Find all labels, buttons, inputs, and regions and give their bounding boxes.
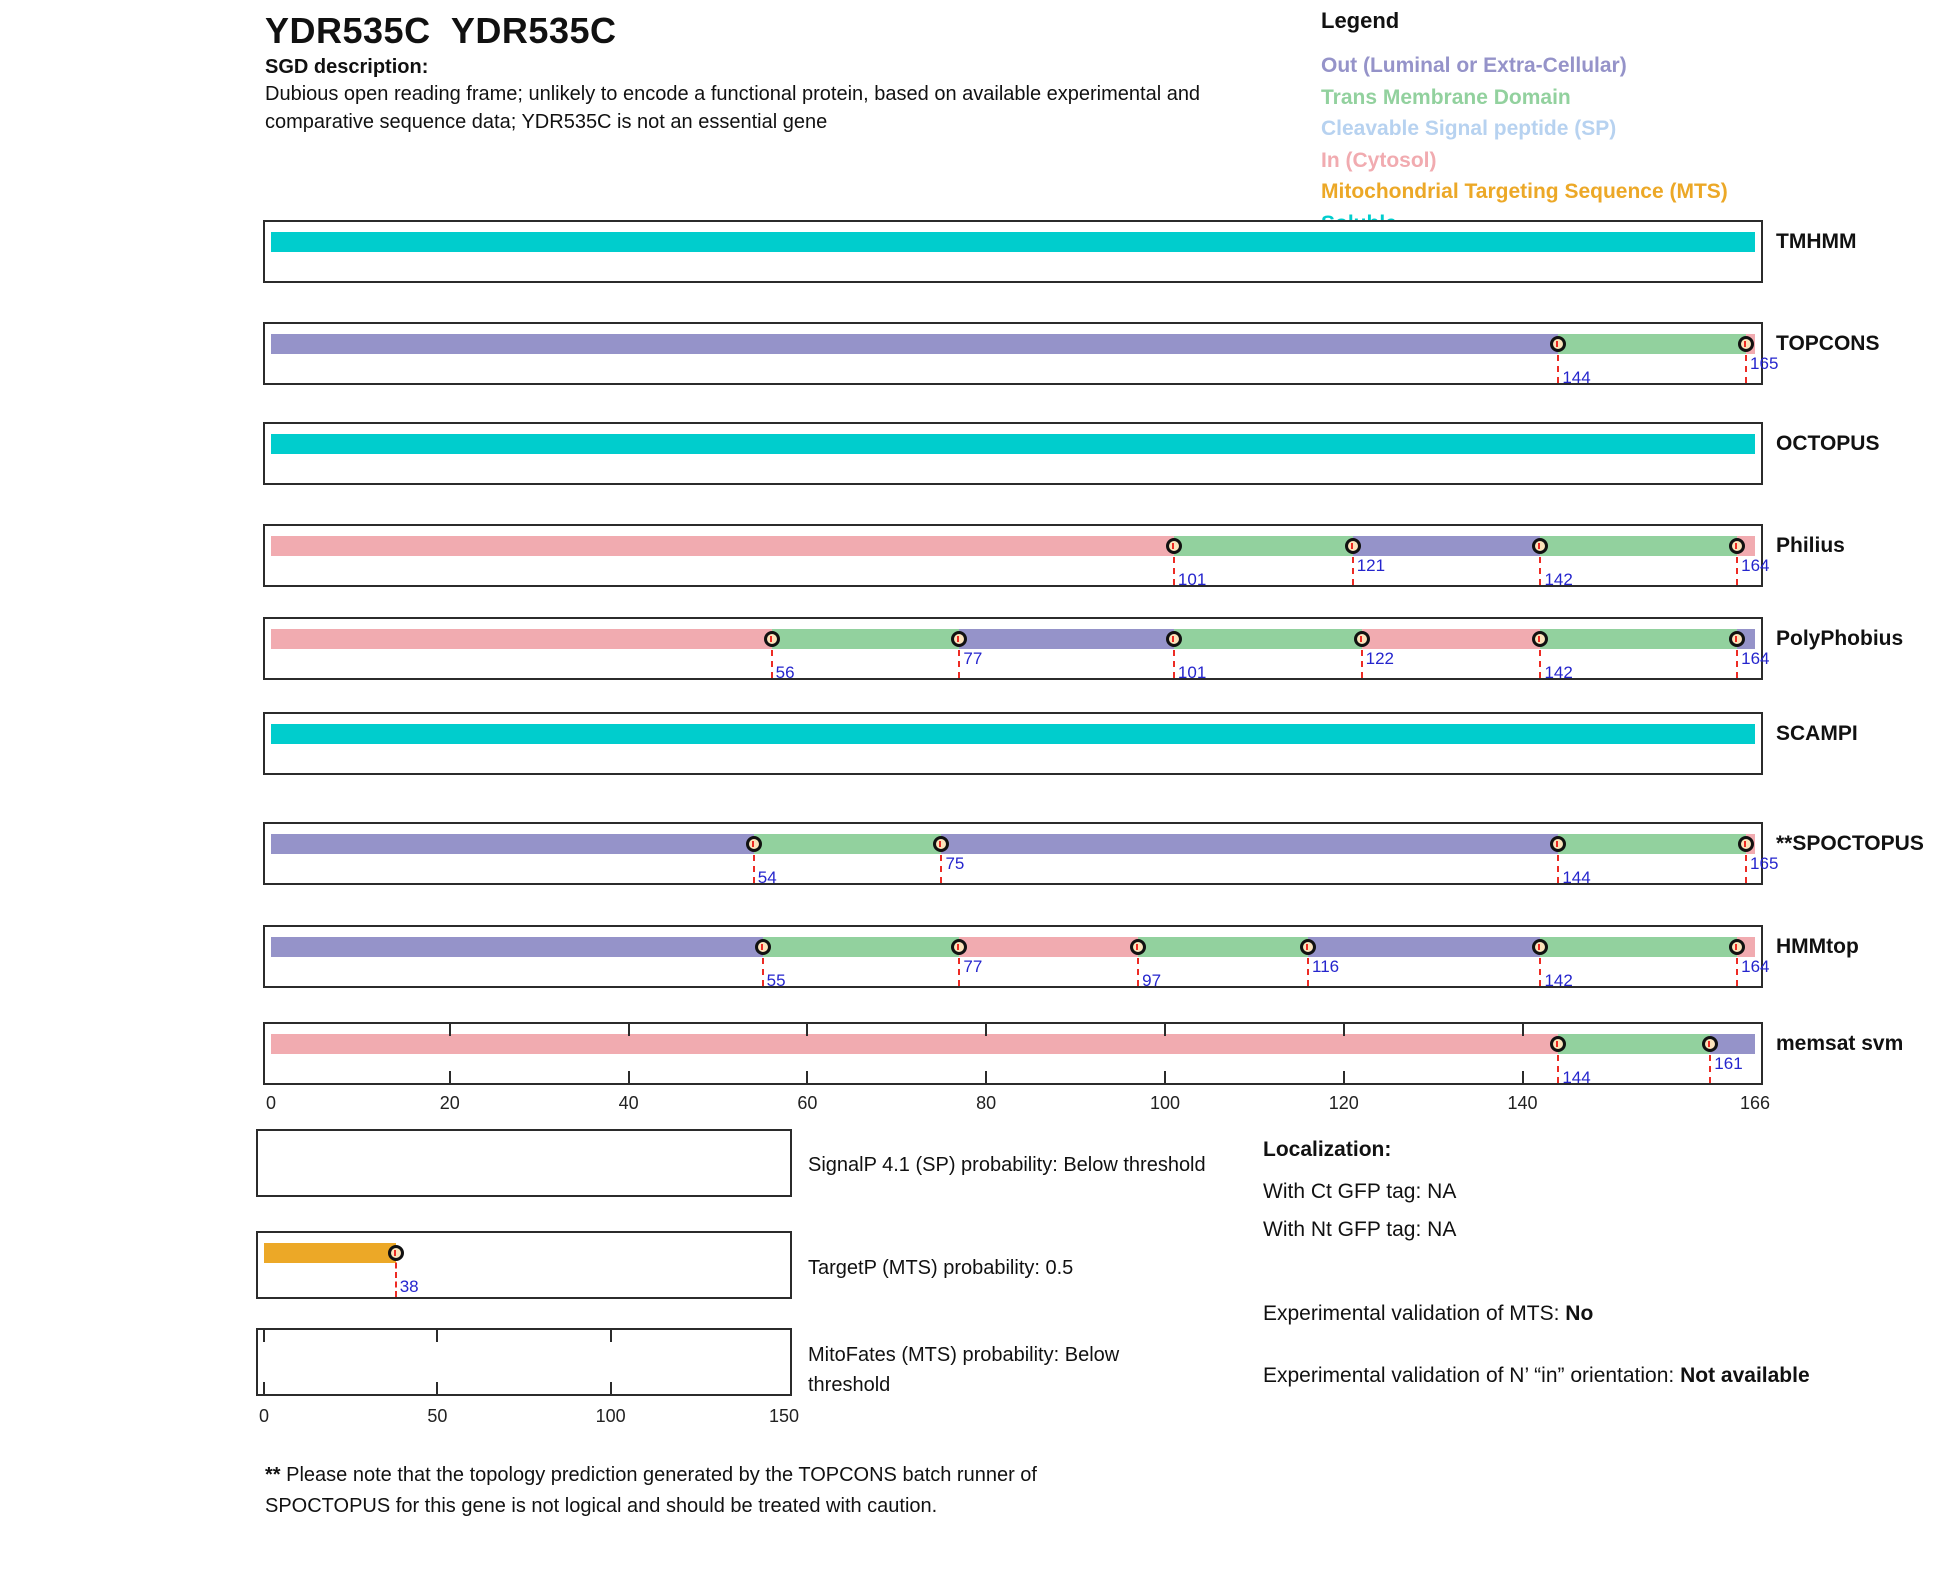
- track-label-philius: Philius: [1776, 534, 1845, 557]
- boundary-position-label: 116: [1312, 957, 1340, 976]
- boundary-position-label: 142: [1544, 570, 1573, 589]
- residue-axis-tick-label: 140: [1507, 1093, 1538, 1113]
- segment-tm: [772, 629, 960, 649]
- residue-axis-tick-label: 0: [265, 1093, 277, 1113]
- track-box-scampi: [263, 712, 1763, 775]
- axis-tick: [1522, 1071, 1524, 1083]
- axis-tick: [610, 1382, 612, 1394]
- legend-title: Legend: [1321, 8, 1400, 33]
- marker-red-dash: [1744, 841, 1746, 847]
- residue-axis-tick-label: 80: [976, 1093, 997, 1113]
- legend-item-mitochondrial: Mitochondrial Targeting Sequence (MTS): [1321, 180, 1728, 203]
- track-box-topcons: [263, 322, 1779, 387]
- boundary-position-label: 121: [1356, 556, 1386, 575]
- track-label-scampi: SCAMPI: [1776, 722, 1858, 745]
- segment-tm: [1540, 536, 1737, 556]
- axis-tick: [806, 1024, 808, 1036]
- axis-tick: [1164, 1071, 1166, 1083]
- segment-tm: [1540, 629, 1737, 649]
- probability-box-targetp: [256, 1231, 792, 1299]
- track-box-octopus: [263, 422, 1763, 485]
- localization-orientation-validation: [1263, 1358, 1823, 1393]
- boundary-marker: [746, 836, 762, 852]
- boundary-position-label: 77: [963, 649, 983, 668]
- axis-tick: [436, 1330, 438, 1342]
- marker-red-dash: [394, 1250, 396, 1256]
- boundary-position-label: 97: [1142, 971, 1162, 990]
- residue-axis-tick-label: 40: [618, 1093, 639, 1113]
- orientation-validation-label: Experimental validation of N’ “in” orientation:: [1263, 1364, 1681, 1387]
- segment-out: [271, 937, 763, 957]
- boundary-position-label: 164: [1741, 649, 1770, 668]
- marker-red-dash: [1744, 341, 1746, 347]
- track-label-hmmtop: HMMtop: [1776, 935, 1859, 958]
- boundary-marker: [755, 939, 771, 955]
- boundary-position-label: 161: [1714, 1054, 1743, 1073]
- marker-red-dash: [1735, 636, 1737, 642]
- boundary-position-label: 55: [766, 971, 786, 990]
- boundary-position-label: 164: [1741, 957, 1770, 976]
- marker-red-dash: [1306, 944, 1308, 950]
- track-label-memsat-svm: memsat svm: [1776, 1032, 1904, 1055]
- sgd-description-label: SGD description:: [265, 56, 429, 78]
- segment-soluble: [271, 434, 1755, 454]
- boundary-position-label: 144: [1562, 1068, 1591, 1087]
- boundary-position-label: 144: [1562, 868, 1591, 887]
- track-box-spoctopus: [263, 822, 1779, 887]
- marker-red-dash: [1172, 543, 1174, 549]
- page-title: YDR535C YDR535C: [265, 10, 617, 51]
- track-label-polyphobius: PolyPhobius: [1776, 627, 1904, 650]
- boundary-position-label: 142: [1544, 971, 1573, 990]
- marker-red-dash: [1538, 543, 1540, 549]
- marker-red-dash: [939, 841, 941, 847]
- axis-tick: [806, 1071, 808, 1083]
- boundary-position-label: 75: [945, 854, 965, 873]
- marker-red-dash: [752, 841, 754, 847]
- localization-nt-gfp: With Nt GFP tag: NA: [1263, 1218, 1457, 1241]
- track-label-spoctopus: **SPOCTOPUS: [1776, 832, 1924, 855]
- segment-out: [1308, 937, 1540, 957]
- axis-tick: [628, 1024, 630, 1036]
- legend-item-out: Out (Luminal or Extra-Cellular): [1321, 54, 1627, 77]
- boundary-position-label: 165: [1750, 354, 1779, 373]
- segment-tm: [1558, 834, 1746, 854]
- boundary-marker: [1729, 631, 1745, 647]
- track-label-topcons: TOPCONS: [1776, 332, 1880, 355]
- segment-tm: [754, 834, 942, 854]
- boundary-position-label: 56: [775, 663, 795, 682]
- marker-red-dash: [1556, 1041, 1558, 1047]
- segment-out: [271, 834, 754, 854]
- segment-tm: [763, 937, 960, 957]
- legend-items: [1321, 50, 1841, 239]
- axis-tick: [449, 1024, 451, 1036]
- segment-out: [1353, 536, 1541, 556]
- boundary-position-label: 54: [757, 868, 777, 887]
- segment-tm: [1540, 937, 1737, 957]
- marker-red-dash: [1556, 341, 1558, 347]
- axis-tick: [1522, 1024, 1524, 1036]
- boundary-marker: [1729, 939, 1745, 955]
- spoctopus-footnote: [265, 1460, 1075, 1522]
- segment-soluble: [271, 724, 1755, 744]
- marker-red-dash: [1360, 636, 1362, 642]
- track-box-memsat-svm: [263, 1022, 1763, 1085]
- boundary-marker: [1729, 538, 1745, 554]
- marker-red-dash: [1136, 944, 1138, 950]
- orientation-validation-value: Not available: [1680, 1364, 1810, 1387]
- boundary-position-label: 77: [963, 957, 983, 976]
- segment-out: [271, 334, 1558, 354]
- probability-box-mitofates: [256, 1328, 792, 1396]
- footnote-asterisks: **: [265, 1464, 281, 1486]
- boundary-position-label: 144: [1562, 368, 1591, 387]
- probability-axis-tick-label: 0: [258, 1406, 270, 1426]
- segment-out: [959, 629, 1174, 649]
- boundary-position-label: 122: [1365, 649, 1395, 668]
- probability-label-signalp: SignalP 4.1 (SP) probability: Below threshold: [808, 1154, 1206, 1176]
- boundary-position-label: 164: [1741, 556, 1770, 575]
- axis-tick: [263, 1330, 265, 1342]
- axis-tick: [985, 1071, 987, 1083]
- track-box-polyphobius: [263, 617, 1770, 682]
- residue-axis-tick-label: 20: [439, 1093, 460, 1113]
- segment-tm: [1558, 334, 1746, 354]
- segment-tm: [1558, 1034, 1710, 1054]
- probability-box-signalp: [256, 1129, 792, 1197]
- track-label-octopus: OCTOPUS: [1776, 432, 1880, 455]
- track-box-tmhmm: [263, 220, 1763, 283]
- probability-label-targetp: TargetP (MTS) probability: 0.5: [808, 1257, 1074, 1279]
- axis-tick: [263, 1382, 265, 1394]
- boundary-position-label: 142: [1544, 663, 1573, 682]
- boundary-position-label: 38: [399, 1277, 419, 1296]
- axis-tick: [1164, 1024, 1166, 1036]
- boundary-marker: [388, 1245, 404, 1261]
- marker-red-dash: [957, 636, 959, 642]
- mts-validation-label: Experimental validation of MTS:: [1263, 1302, 1566, 1325]
- marker-red-dash: [1556, 841, 1558, 847]
- legend-item-in: In (Cytosol): [1321, 148, 1437, 172]
- residue-axis-tick-label: 60: [797, 1093, 818, 1113]
- boundary-marker: [764, 631, 780, 647]
- axis-tick: [449, 1071, 451, 1083]
- boundary-marker: [1345, 538, 1361, 554]
- axis-tick: [610, 1330, 612, 1342]
- marker-red-dash: [1735, 543, 1737, 549]
- boundary-marker: [1354, 631, 1370, 647]
- marker-red-dash: [1172, 636, 1174, 642]
- marker-red-dash: [1538, 636, 1540, 642]
- segment-mts: [264, 1243, 396, 1263]
- footnote-text: Please note that the topology prediction generated by the TOPCONS batch runner of SPOCTOPUS for this gene is not logical and should be treated with caution.: [265, 1464, 1037, 1517]
- segment-in: [959, 937, 1138, 957]
- mts-validation-value: No: [1565, 1302, 1594, 1325]
- marker-red-dash: [770, 636, 772, 642]
- legend-item-trans: Trans Membrane Domain: [1321, 85, 1571, 109]
- residue-axis-tick-label: 166: [1739, 1093, 1771, 1113]
- localization-title: Localization:: [1263, 1138, 1392, 1161]
- segment-in: [271, 536, 1174, 556]
- segment-in: [271, 629, 772, 649]
- marker-red-dash: [1351, 543, 1353, 549]
- residue-axis-tick-label: 100: [1149, 1093, 1180, 1113]
- residue-axis-tick-label: 120: [1328, 1093, 1359, 1113]
- boundary-marker: [1738, 836, 1754, 852]
- segment-soluble: [271, 232, 1755, 252]
- segment-in: [271, 1034, 1558, 1054]
- boundary-position-label: 165: [1750, 854, 1779, 873]
- marker-red-dash: [1538, 944, 1540, 950]
- marker-red-dash: [761, 944, 763, 950]
- sgd-description-text: Dubious open reading frame; unlikely to encode a functional protein, based on available experimental and comparative sequence data; YDR535C is not an essential gene: [265, 83, 1201, 133]
- boundary-marker: [1300, 939, 1316, 955]
- segment-tm: [1174, 629, 1362, 649]
- localization-ct-gfp: With Ct GFP tag: NA: [1263, 1180, 1457, 1203]
- segment-tm: [1138, 937, 1308, 957]
- marker-red-dash: [957, 944, 959, 950]
- marker-red-dash: [1708, 1041, 1710, 1047]
- track-box-hmmtop: [263, 925, 1770, 990]
- axis-tick: [985, 1024, 987, 1036]
- probability-axis-tick-label: 150: [768, 1406, 800, 1426]
- probability-axis-tick-label: 100: [595, 1406, 626, 1426]
- axis-tick: [1343, 1071, 1345, 1083]
- marker-red-dash: [1735, 944, 1737, 950]
- segment-tm: [1174, 536, 1353, 556]
- axis-tick: [1343, 1024, 1345, 1036]
- track-label-tmhmm: TMHMM: [1776, 230, 1857, 253]
- segment-in: [1362, 629, 1541, 649]
- probability-label-mitofates: MitoFates (MTS) probability: Below threshold: [808, 1344, 1120, 1396]
- axis-tick: [436, 1382, 438, 1394]
- axis-tick: [628, 1071, 630, 1083]
- segment-out: [941, 834, 1558, 854]
- boundary-marker: [1738, 336, 1754, 352]
- boundary-position-label: 101: [1177, 570, 1207, 589]
- track-box-philius: [263, 524, 1770, 589]
- boundary-marker: [1166, 538, 1182, 554]
- legend-item-cleavable: Cleavable Signal peptide (SP): [1321, 117, 1617, 140]
- boundary-position-label: 101: [1177, 663, 1207, 682]
- probability-axis-tick-label: 50: [427, 1406, 448, 1426]
- boundary-marker: [1166, 631, 1182, 647]
- localization-mts-validation: [1263, 1302, 1593, 1326]
